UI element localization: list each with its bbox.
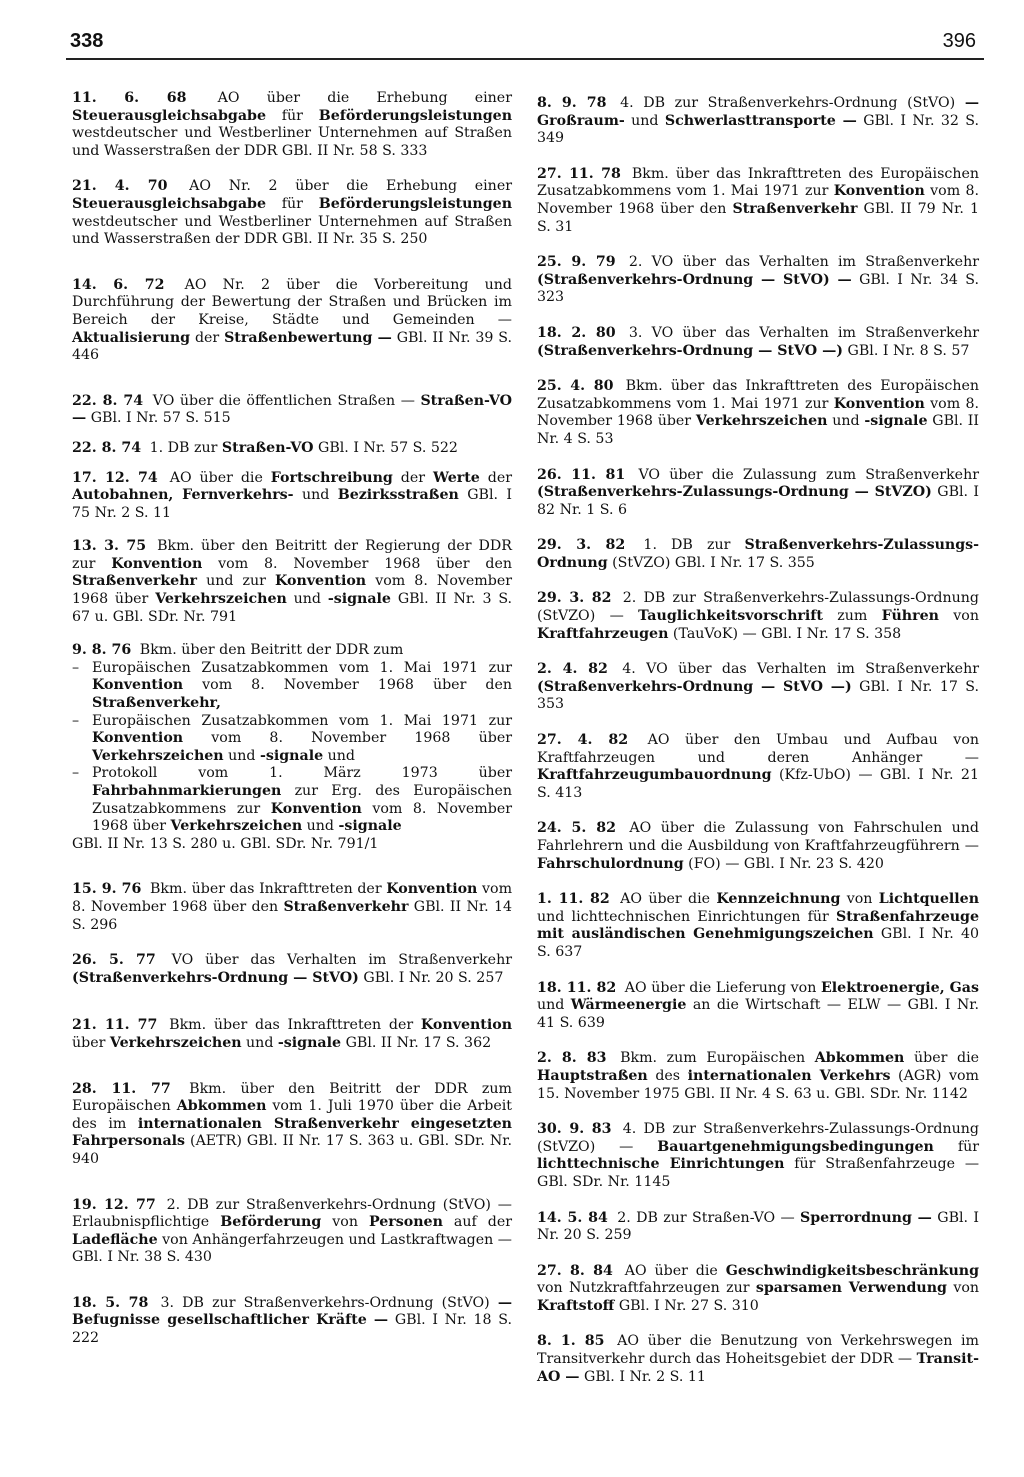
entry — [72, 1197, 512, 1267]
entry-text: und — [246, 1034, 274, 1051]
entry-keyword: Beförderungsleistungen — [318, 107, 513, 124]
entry-text: AO über die — [169, 469, 263, 486]
entry-text: zur Erg. des Europäischen Zusatzabkommens zur — [92, 783, 512, 817]
entry — [537, 1210, 979, 1245]
entry-text: AO über die Erhebung einer — [217, 90, 512, 106]
entry-date: 8. 1. 85 — [537, 1333, 605, 1350]
entry-text: 4. DB zur Straßenverkehrs-Ordnung (StVO) — [620, 95, 956, 111]
entry — [537, 820, 979, 873]
entry-text: Bkm. über das Inkrafttreten der — [150, 881, 382, 898]
entry-text: und — [327, 747, 355, 764]
entry-text: 4. DB zur Straßenverkehrs-Zulassungs-Ordnung (StVZO) — — [537, 1121, 979, 1155]
entry-date: 11. 6. 68 — [72, 90, 187, 106]
entry-text: 1. DB zur — [643, 537, 731, 554]
entry — [72, 881, 512, 934]
entry-text: zum — [837, 608, 868, 625]
entry-keyword: Straßenverkehrs-Zulassungs-Ordnung — [537, 537, 979, 571]
entry-text: über — [72, 1034, 106, 1051]
entry-date: 13. 3. 75 — [72, 538, 147, 555]
entry-text: GBl. I Nr. 57 S. 515 — [90, 410, 231, 427]
entry-text: und — [293, 591, 321, 608]
entry-text: westdeutscher und Westberliner Unternehmen auf Straßen und Wasserstraßen der DDR GBl. II Nr. 58 S. 333 — [72, 125, 512, 159]
page-number-left: 338 — [70, 30, 104, 52]
entry-date: 17. 12. 74 — [72, 469, 158, 486]
entry-date: 27. 11. 78 — [537, 165, 621, 182]
entry-keyword: Verkehrszeichen — [155, 591, 287, 608]
entry-keyword: Hauptstraßen — [537, 1067, 648, 1084]
sub-list-item — [72, 713, 512, 766]
entry-date: 22. 8. 74 — [72, 392, 144, 409]
entry-keyword: Beförderungsleistungen — [318, 195, 513, 212]
entry-text: und zur — [206, 573, 266, 590]
entry-date: 2. 8. 83 — [537, 1050, 607, 1067]
entry-text: (StVZO) GBl. I Nr. 17 S. 355 — [612, 554, 815, 571]
entry-text: Bkm. über das Inkrafttreten des Europäischen Zusatzabkommens vom 1. Mai 1971 zur — [537, 165, 979, 200]
entry-date: 22. 8. 74 — [72, 439, 142, 456]
entry-date: 8. 9. 78 — [537, 95, 607, 111]
entry-text: GBl. I 82 Nr. 1 S. 6 — [537, 484, 980, 518]
entry-keyword: (Straßenverkehrs-Ordnung — StVO —) — [537, 342, 844, 359]
entry-text: GBl. I Nr. 20 S. 259 — [537, 1209, 980, 1244]
entry — [537, 166, 979, 236]
entry-keyword: lichttechnische Einrichtungen — [537, 1156, 785, 1173]
entry — [537, 378, 979, 448]
entry-text: VO über die öffentlichen Straßen — — [152, 392, 415, 409]
entry-text: AO über den Umbau und Aufbau von Kraftfahrzeugen und deren Anhänger — — [537, 732, 979, 766]
entry-keyword: Verkehrszeichen — [109, 1034, 242, 1051]
entry-keyword: Straßenverkehr — [283, 898, 409, 915]
entry — [72, 1081, 512, 1169]
entry-keyword: -signale — [260, 747, 324, 764]
entry-keyword: Sperrordnung — — [800, 1209, 932, 1226]
entry-date: 18. 11. 82 — [537, 979, 617, 996]
entry-keyword: Wärmeenergie — [570, 997, 687, 1014]
entry-text: GBl. I Nr. 34 S. 323 — [537, 271, 979, 306]
entry-date: 9. 8. 76 — [72, 642, 132, 659]
entry-date: 14. 6. 72 — [72, 276, 165, 293]
entry-text: für Straßenfahrzeuge — GBl. SDr. Nr. 1145 — [537, 1156, 980, 1190]
entry — [537, 254, 979, 307]
entry-keyword: Fahrbahnmarkierungen — [92, 783, 282, 799]
entry — [537, 732, 979, 802]
entry-text: AO über die Benutzung von Verkehrswegen im Transitverkehr durch das Hoheitsgebiet der DDR — — [537, 1333, 980, 1368]
entry-text: (Kfz-UbO) — GBl. I Nr. 21 S. 413 — [537, 767, 979, 801]
entry-date: 30. 9. 83 — [537, 1121, 612, 1138]
entry — [537, 1263, 979, 1316]
sub-list-item — [72, 660, 512, 713]
entry-text: GBl. I Nr. 8 S. 57 — [847, 342, 970, 359]
entry-date: 18. 5. 78 — [72, 1294, 149, 1311]
entry-text: GBl. I Nr. 57 S. 522 — [318, 439, 458, 456]
entry — [537, 1333, 979, 1386]
entry-text: vom 8. November 1968 über — [72, 573, 513, 608]
entry-text: 3. DB zur Straßenverkehrs-Ordnung (StVO) — [160, 1294, 490, 1311]
entry-date: 18. 2. 80 — [537, 324, 616, 341]
entry — [537, 537, 979, 572]
entry-text: der — [400, 469, 426, 486]
entry-keyword: Verkehrszeichen — [92, 747, 224, 764]
entry-text: des — [655, 1067, 681, 1084]
entry-text: Bkm. über den Beitritt der DDR zum — [139, 642, 404, 659]
entry-keyword: Bezirksstraßen — [337, 487, 459, 504]
entry-text: GBl. I 75 Nr. 2 S. 11 — [72, 487, 512, 521]
entry-text: GBl. I Nr. 20 S. 257 — [363, 969, 504, 986]
entry-keyword: Transit-AO — — [537, 1351, 979, 1385]
entry — [537, 661, 979, 714]
entry-date: 19. 12. 77 — [72, 1196, 156, 1213]
entry-text: 2. DB zur Straßenverkehrs-Ordnung (StVO) — Erlaubnispflichtige — [72, 1196, 512, 1231]
entry-date: 29. 3. 82 — [537, 590, 612, 607]
entry-text: und — [631, 112, 659, 129]
entry-text: AO Nr. 2 über die Vorbereitung und Durchführung der Bewertung der Straßen und Brücken im Bereich der Kreise, Städte und Gemeinden — — [72, 276, 512, 328]
entry-date: 26. 5. 77 — [72, 952, 156, 969]
entry-date: 21. 11. 77 — [72, 1017, 158, 1034]
entry-keyword: (Straßenverkehrs-Ordnung — StVO) — [72, 969, 359, 986]
entry — [72, 277, 512, 365]
entry-keyword: Führen — [881, 608, 939, 625]
entry-text: für — [957, 1138, 979, 1155]
entry — [537, 891, 979, 961]
entry — [72, 440, 512, 458]
entry-keyword: Abkommen — [814, 1050, 905, 1067]
entry-text: für — [281, 107, 303, 124]
entry-keyword: Schwerlasttransporte — — [664, 112, 857, 129]
entry-text: GBl. I Nr. 18 S. 222 — [72, 1312, 513, 1347]
entry-text: GBl. II Nr. 3 S. 67 u. GBl. SDr. Nr. 791 — [72, 591, 513, 625]
entry-text: GBl. I Nr. 17 S. 353 — [537, 678, 979, 713]
entry-text: AO Nr. 2 über die Erhebung einer — [189, 178, 513, 195]
sub-list-item — [72, 765, 512, 835]
entry-keyword: Verkehrszeichen — [695, 413, 828, 430]
entry-keyword: Kennzeichnung — [716, 891, 841, 908]
entry — [72, 470, 512, 523]
entry-text: Bkm. über den Beitritt der DDR zum Europäischen — [72, 1080, 512, 1115]
entry-text: AO über die — [624, 1262, 718, 1279]
entry-keyword: Kraftfahrzeugen — [537, 625, 669, 642]
entry-text: (TauVoK) — GBl. I Nr. 17 S. 358 — [672, 625, 902, 642]
entry-keyword: Konvention — [92, 677, 184, 694]
header-rule — [66, 58, 984, 60]
entry-text: GBl. II Nr. 4 S. 53 — [537, 413, 980, 447]
entry — [537, 980, 979, 1033]
entry-keyword: Konvention — [92, 730, 184, 747]
entry-text: AO über die Zulassung von Fahrschulen und Fahrlehrern und die Ausbildung von Kraftfahrzeugführern — — [537, 820, 980, 854]
entry-text: GBl. I Nr. 40 S. 637 — [537, 926, 980, 960]
entry-text: 3. VO über das Verhalten im Straßenverkehr — [628, 324, 979, 341]
entry — [537, 95, 979, 148]
entry-text: (AGR) vom 15. November 1975 GBl. II Nr. 4 S. 63 u. GBl. SDr. Nr. 1142 — [537, 1067, 979, 1102]
entry-text: Protokoll vom 1. März 1973 über — [92, 765, 512, 782]
entry-text: 1. DB zur — [149, 439, 218, 456]
entry-keyword: Straßen-VO — — [72, 392, 512, 427]
entry-keyword: Konvention — [386, 881, 478, 898]
entry — [537, 467, 979, 520]
entry — [537, 325, 979, 360]
entry-keyword: Straßenverkehr — [72, 573, 197, 590]
entry — [72, 538, 512, 626]
entry-text: VO über das Verhalten im Straßenverkehr — [171, 952, 512, 969]
entry — [537, 590, 979, 643]
entry-text: Europäischen Zusatzabkommen vom 1. Mai 1971 zur — [92, 659, 512, 676]
entry-keyword: Straßenfahrzeuge mit ausländischen Genehmigungszeichen — [537, 908, 979, 943]
entry-text: und — [306, 818, 335, 835]
entry-text: vom 1. Juli 1970 über die Arbeit des im — [72, 1098, 513, 1132]
entry — [537, 1121, 979, 1191]
entry-text: GBl. II 79 Nr. 1 S. 31 — [537, 200, 979, 235]
entry-text: Bkm. über den Beitritt der Regierung der DDR zur — [72, 538, 512, 572]
entry-text: an die Wirtschaft — ELW — GBl. I Nr. 41 S. 639 — [537, 997, 980, 1031]
entry-keyword: Steuerausgleichsabgabe — [72, 195, 266, 212]
entry-keyword: — Befugnisse gesellschaftlicher Kräfte — — [72, 1294, 513, 1329]
entry-text: GBl. I Nr. 32 S. 349 — [537, 112, 979, 147]
entry-citation: GBl. II Nr. 13 S. 280 u. GBl. SDr. Nr. 791/1 — [72, 835, 379, 852]
left-column — [72, 90, 512, 1348]
entry-text: 2. VO über das Verhalten im Straßenverkehr — [628, 254, 979, 271]
entry-text: GBl. II Nr. 14 S. 296 — [72, 898, 512, 933]
entry-keyword: sparsamen Verwendung — [755, 1280, 947, 1297]
entry-keyword: -signale — [338, 818, 402, 835]
entry-keyword: (Straßenverkehrs-Ordnung — StVO —) — [537, 678, 852, 695]
entry-keyword: Lichtquellen — [878, 891, 980, 908]
entry-text: und — [832, 413, 860, 430]
entry-text: (FO) — GBl. I Nr. 23 S. 420 — [688, 855, 884, 872]
entry-keyword: Konvention — [833, 395, 925, 412]
entry-text: der — [487, 469, 513, 486]
entry-date: 29. 3. 82 — [537, 537, 626, 554]
entry-keyword: Kraftfahrzeugumbauordnung — [537, 767, 772, 784]
entry-date: 27. 4. 82 — [537, 732, 629, 749]
entry-text: GBl. I Nr. 2 S. 11 — [584, 1368, 706, 1385]
entry-text: von — [846, 891, 873, 908]
entry-keyword: Konvention — [111, 555, 203, 572]
entry-text: vom 8. November 1968 über — [92, 800, 512, 835]
entry-keyword: Straßen-VO — [221, 439, 314, 456]
entry-text: (AETR) GBl. II Nr. 17 S. 363 u. GBl. SDr. Nr. 940 — [72, 1133, 513, 1167]
entry-keyword: Personen — [368, 1214, 443, 1231]
entry-text: von Nutzkraftfahrzeugen zur — [537, 1280, 750, 1297]
entry-date: 15. 9. 76 — [72, 881, 142, 898]
entry-text: auf der — [453, 1214, 513, 1231]
entry — [72, 178, 512, 248]
entry-text: von Anhängerfahrzeugen und Lastkraftwagen — GBl. I Nr. 38 S. 430 — [72, 1231, 512, 1266]
entry-text: vom 8. November 1968 über — [211, 730, 512, 747]
entry-text: und — [537, 997, 565, 1014]
entry-keyword: Straßenbewertung — — [224, 329, 392, 346]
entry-text: 2. DB zur Straßen-VO — — [617, 1209, 795, 1226]
right-column — [537, 95, 979, 1386]
entry-text: der — [194, 329, 220, 346]
entry-keyword: Autobahnen, Fernverkehrs- — [72, 487, 294, 504]
entry — [72, 90, 512, 160]
entry-date: 28. 11. 77 — [72, 1080, 171, 1097]
entry-keyword: internationalen Straßenverkehr eingesetzten Fahrpersonals — [72, 1115, 512, 1150]
entry-keyword: (Straßenverkehrs-Zulassungs-Ordnung — StVZO) — [537, 484, 932, 501]
entry-text: für — [281, 195, 303, 212]
entry-keyword: Geschwindigkeitsbeschränkung — [725, 1262, 979, 1279]
entry-keyword: Konvention — [275, 573, 367, 590]
entry-text: Bkm. über das Inkrafttreten der — [169, 1017, 414, 1034]
entry-text: GBl. I Nr. 27 S. 310 — [618, 1297, 759, 1314]
entry-keyword: Tauglichkeitsvorschrift — [638, 608, 823, 625]
entry-keyword: Fortschreibung — [270, 469, 393, 486]
entry-keyword: Steuerausgleichsabgabe — [72, 107, 266, 124]
entry — [537, 1050, 979, 1103]
entry-text: GBl. II Nr. 39 S. 446 — [72, 329, 512, 364]
entry-date: 25. 9. 79 — [537, 254, 616, 271]
entry-keyword: internationalen Verkehrs — [687, 1067, 891, 1084]
entry-keyword: Werte — [432, 469, 480, 486]
entry-keyword: Verkehrszeichen — [170, 818, 303, 835]
entry-keyword: Abkommen — [176, 1098, 267, 1115]
entry-date: 27. 8. 84 — [537, 1262, 613, 1279]
entry-date: 14. 5. 84 — [537, 1209, 608, 1226]
entry-keyword: Aktualisierung — [72, 329, 191, 346]
entry — [72, 393, 512, 428]
entry-text: von — [953, 1280, 980, 1297]
entry-keyword: Elektroenergie, Gas — [820, 979, 979, 996]
entry-keyword: Konvention — [270, 800, 362, 817]
entry-text: Bkm. über das Inkrafttreten des Europäischen Zusatzabkommens vom 1. Mai 1971 zur — [537, 378, 979, 412]
entry-keyword: Fahrschulordnung — [537, 855, 684, 872]
entry — [72, 1295, 512, 1348]
entry-keyword: — Großraum- — [537, 95, 980, 129]
entry-text: Europäischen Zusatzabkommen vom 1. Mai 1971 zur — [92, 712, 512, 729]
page-number-right: 396 — [942, 30, 976, 52]
entry-text: GBl. II Nr. 17 S. 362 — [345, 1034, 492, 1051]
entry-keyword: -signale — [864, 413, 928, 430]
entry-keyword: -signale — [277, 1034, 342, 1051]
entry-text: von — [953, 608, 979, 625]
entry-text: vom 8. November 1968 über — [537, 395, 979, 430]
entry-date: 2. 4. 82 — [537, 661, 608, 678]
entry-text: von — [332, 1214, 358, 1231]
entry-text: 4. VO über das Verhalten im Straßenverkehr — [622, 661, 979, 678]
entry — [72, 1017, 512, 1052]
entry-keyword: (Straßenverkehrs-Ordnung — StVO) — — [537, 271, 852, 288]
entry-date: 25. 4. 80 — [537, 378, 614, 395]
entry-text: vom 8. November 1968 über den — [218, 555, 513, 572]
entry-keyword: Straßenverkehr, — [92, 695, 221, 712]
entry-keyword: Beförderung — [220, 1214, 322, 1231]
entry-text: vom 8. November 1968 über den — [202, 677, 512, 694]
entry-text: VO über die Zulassung zum Straßenverkehr — [638, 466, 979, 483]
entry-text: und lichttechnischen Einrichtungen für — [537, 908, 829, 925]
entry-text: 2. DB zur Straßenverkehrs-Zulassungs-Ordnung (StVZO) — — [537, 590, 979, 625]
entry-keyword: -signale — [327, 591, 391, 608]
entry-keyword: Konvention — [420, 1017, 513, 1034]
entry-text: vom 8. November 1968 über den — [537, 183, 979, 217]
entry — [72, 642, 512, 853]
entry-keyword: Straßenverkehr — [732, 200, 858, 217]
entry-text: über die — [914, 1050, 980, 1067]
entry-text: Bkm. zum Europäischen — [620, 1050, 806, 1067]
entry-date: 1. 11. 82 — [537, 891, 610, 908]
entry-text: und — [301, 487, 330, 504]
sub-list — [72, 660, 512, 836]
entry — [72, 952, 512, 987]
entry-text: AO über die — [620, 891, 711, 908]
entry-keyword: Ladefläche — [72, 1231, 158, 1248]
entry-text: vom 8. November 1968 über den — [72, 881, 513, 915]
entry-text: AO über die Lieferung von — [624, 979, 817, 996]
entry-date: 24. 5. 82 — [537, 820, 616, 837]
entry-text: und — [228, 747, 256, 764]
entry-keyword: Bauartgenehmigungsbedingungen — [657, 1138, 934, 1155]
entry-keyword: Kraftstoff — [537, 1297, 615, 1314]
entry-date: 21. 4. 70 — [72, 178, 168, 195]
entry-date: 26. 11. 81 — [537, 466, 626, 483]
entry-text: westdeutscher und Westberliner Unternehmen auf Straßen und Wasserstraßen der DDR GBl. II Nr. 35 S. 250 — [72, 213, 512, 248]
entry-keyword: Konvention — [833, 183, 925, 200]
